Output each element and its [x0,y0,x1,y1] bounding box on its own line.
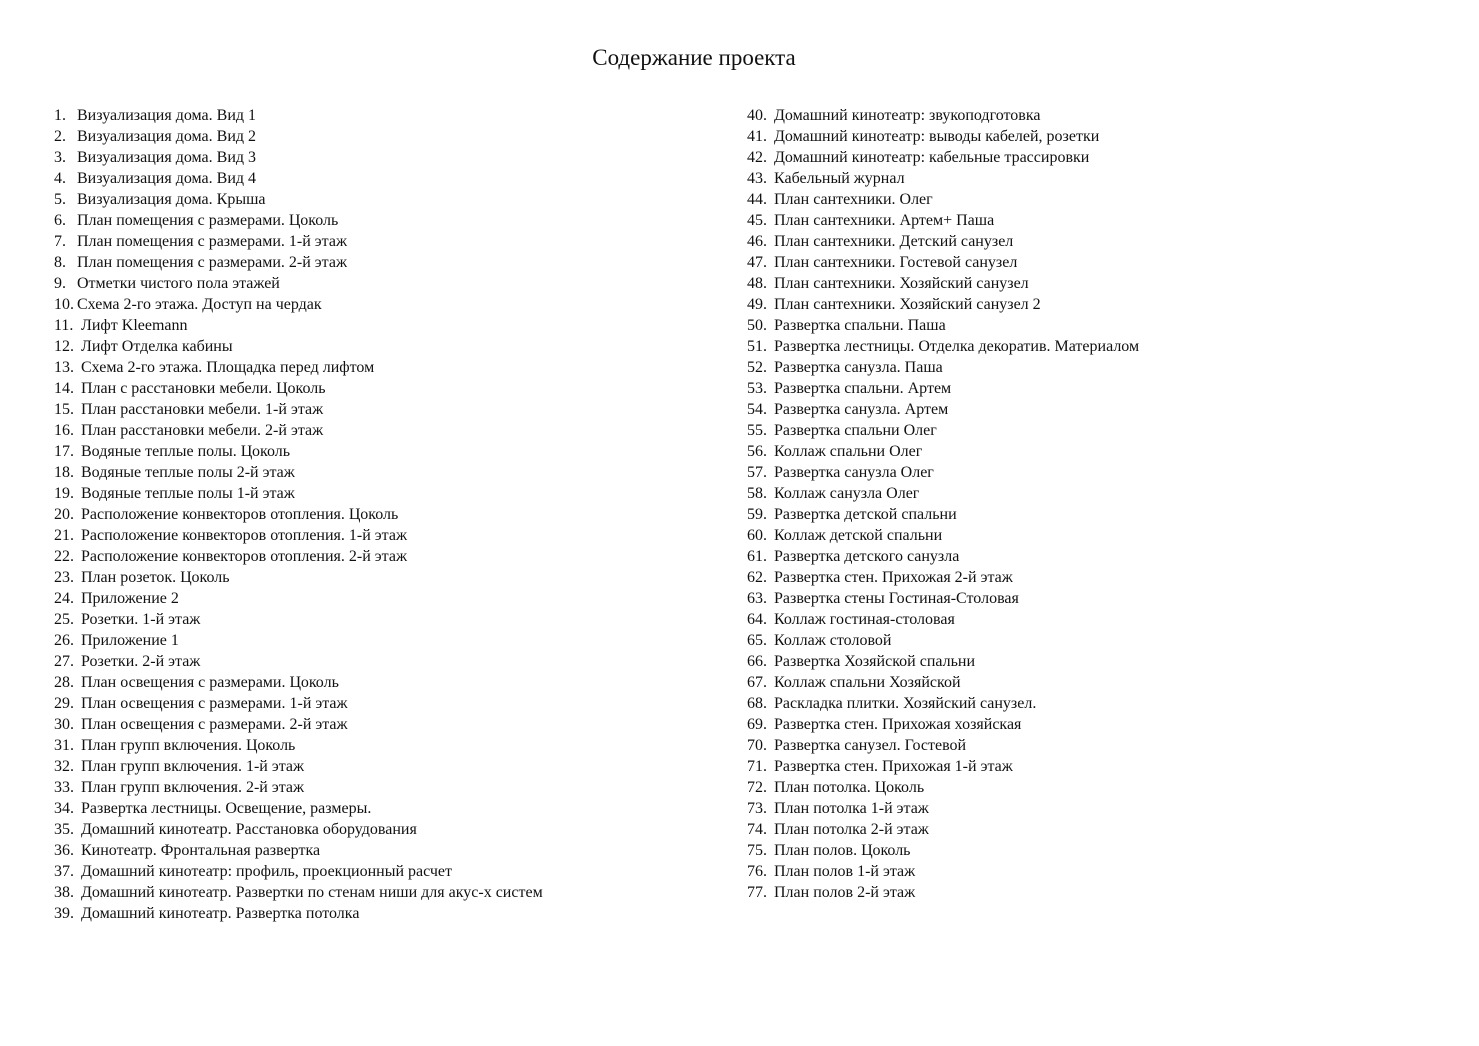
item-number: 56. [747,443,767,460]
item-number: 76. [747,863,767,880]
contents-item [54,693,694,714]
item-title: Розетки. 2-й этаж [81,653,201,670]
contents-item [54,798,694,819]
item-number: 40. [747,107,767,124]
item-title: Коллаж санузла Олег [774,485,920,502]
item-number: 8. [54,254,66,271]
item-title: Развертка стен. Прихожая хозяйская [774,716,1022,733]
item-number: 44. [747,191,767,208]
contents-item [54,819,694,840]
item-number: 72. [747,779,767,796]
item-number: 41. [747,128,767,145]
contents-item [747,147,1447,168]
contents-item [54,315,694,336]
item-title: Визуализация дома. Крыша [77,191,266,208]
contents-item [54,126,694,147]
item-title: Развертка спальни. Паша [774,317,946,334]
item-number: 28. [54,674,74,691]
contents-item [747,420,1447,441]
item-title: План полов. Цоколь [774,842,911,859]
item-number: 1. [54,107,66,124]
item-title: Коллаж гостиная-столовая [774,611,955,628]
item-title: Домашний кинотеатр: профиль, проекционный расчет [81,863,453,880]
item-title: Развертка стен. Прихожая 1-й этаж [774,758,1013,775]
item-number: 50. [747,317,767,334]
item-title: Приложение 2 [81,590,179,607]
contents-item [54,210,694,231]
item-number: 45. [747,212,767,229]
item-number: 19. [54,485,74,502]
item-number: 7. [54,233,66,250]
item-number: 36. [54,842,74,859]
item-title: Приложение 1 [81,632,179,649]
item-title: План полов 2-й этаж [774,884,916,901]
contents-item [54,567,694,588]
item-title: План потолка. Цоколь [774,779,925,796]
item-title: Кабельный журнал [774,170,905,187]
contents-item [54,231,694,252]
contents-item [54,189,694,210]
item-number: 13. [54,359,74,376]
item-number: 6. [54,212,66,229]
item-title: Развертка спальни Олег [774,422,937,439]
contents-item [54,672,694,693]
item-title: Домашний кинотеатр: выводы кабелей, розетки [774,128,1100,145]
item-title: Водяные теплые полы 2-й этаж [81,464,295,481]
item-title: Развертка Хозяйской спальни [774,653,976,670]
contents-item [747,525,1447,546]
item-title: Домашний кинотеатр: звукоподготовка [774,107,1041,124]
item-title: Схема 2-го этажа. Площадка перед лифтом [81,359,375,376]
item-title: План сантехники. Олег [774,191,933,208]
item-number: 26. [54,632,74,649]
item-number: 51. [747,338,767,355]
item-title: План освещения с размерами. Цоколь [81,674,339,691]
contents-item [747,252,1447,273]
item-title: Развертка лестницы. Освещение, размеры. [81,800,372,817]
contents-item [54,630,694,651]
item-title: Развертка детского санузла [774,548,960,565]
contents-item [747,777,1447,798]
item-title: Визуализация дома. Вид 2 [77,128,257,145]
contents-item [54,609,694,630]
item-number: 65. [747,632,767,649]
contents-item [747,357,1447,378]
contents-item [747,399,1447,420]
contents-item [747,462,1447,483]
contents-item [54,777,694,798]
item-title: Расположение конвекторов отопления. 2-й этаж [81,548,407,565]
item-number: 70. [747,737,767,754]
contents-item [54,105,694,126]
item-title: Отметки чистого пола этажей [77,275,280,292]
item-title: Развертка санузла Олег [774,464,934,481]
contents-item [747,504,1447,525]
contents-item [54,504,694,525]
item-title: План сантехники. Артем+ Паша [774,212,995,229]
item-title: План групп включения. 1-й этаж [81,758,305,775]
contents-item [747,210,1447,231]
item-title: Коллаж столовой [774,632,892,649]
contents-item [747,273,1447,294]
contents-item [747,378,1447,399]
contents-item [54,735,694,756]
item-title: План расстановки мебели. 2-й этаж [81,422,324,439]
item-number: 37. [54,863,74,880]
item-title: Развертка стен. Прихожая 2-й этаж [774,569,1013,586]
contents-item [747,588,1447,609]
item-title: План групп включения. Цоколь [81,737,296,754]
item-number: 25. [54,611,74,628]
item-number: 43. [747,170,767,187]
item-number: 73. [747,800,767,817]
item-title: План помещения с размерами. 2-й этаж [77,254,348,271]
item-number: 34. [54,800,74,817]
contents-item [747,168,1447,189]
item-title: Коллаж спальни Хозяйской [774,674,961,691]
contents-item [747,693,1447,714]
contents-item [747,735,1447,756]
contents-item [54,399,694,420]
item-title: План помещения с размерами. 1-й этаж [77,233,348,250]
item-title: Водяные теплые полы. Цоколь [81,443,291,460]
contents-item [54,378,694,399]
item-title: Домашний кинотеатр. Развертки по стенам ниши для акус-х систем [81,884,543,901]
item-number: 67. [747,674,767,691]
contents-item [747,189,1447,210]
item-title: План сантехники. Хозяйский санузел [774,275,1029,292]
contents-item [747,609,1447,630]
item-number: 31. [54,737,74,754]
contents-item [54,714,694,735]
item-number: 52. [747,359,767,376]
item-number: 11. [54,317,74,334]
item-title: Расположение конвекторов отопления. Цоколь [81,506,399,523]
item-number: 4. [54,170,66,187]
item-number: 55. [747,422,767,439]
item-number: 47. [747,254,767,271]
item-title: План потолка 2-й этаж [774,821,929,838]
contents-item [54,294,694,315]
contents-item [747,483,1447,504]
contents-list-right [747,105,1447,903]
item-number: 12. [54,338,74,355]
contents-item [747,630,1447,651]
item-number: 75. [747,842,767,859]
contents-item [54,756,694,777]
item-title: Домашний кинотеатр. Развертка потолка [81,905,360,922]
item-number: 68. [747,695,767,712]
item-number: 35. [54,821,74,838]
contents-item [54,252,694,273]
item-title: Домашний кинотеатр. Расстановка оборудования [81,821,417,838]
item-title: Развертка санузел. Гостевой [774,737,967,754]
item-title: План с расстановки мебели. Цоколь [81,380,326,397]
item-number: 5. [54,191,66,208]
contents-item [747,756,1447,777]
page-title: Содержание проекта [592,45,796,70]
contents-item [54,147,694,168]
item-number: 16. [54,422,74,439]
item-title: Развертка детской спальни [774,506,957,523]
item-number: 58. [747,485,767,502]
item-number: 23. [54,569,74,586]
item-number: 3. [54,149,66,166]
item-number: 59. [747,506,767,523]
contents-item [747,546,1447,567]
contents-item [54,336,694,357]
item-title: Развертка стены Гостиная-Столовая [774,590,1019,607]
item-title: Лифт Отделка кабины [81,338,233,355]
item-title: План сантехники. Хозяйский санузел 2 [774,296,1041,313]
item-number: 29. [54,695,74,712]
contents-item [54,357,694,378]
item-title: План сантехники. Детский санузел [774,233,1014,250]
item-title: Развертка санузла. Артем [774,401,949,418]
contents-item [54,546,694,567]
item-title: Раскладка плитки. Хозяйский санузел. [774,695,1037,712]
contents-item [747,336,1447,357]
item-number: 54. [747,401,767,418]
contents-item [747,714,1447,735]
item-number: 24. [54,590,74,607]
item-title: План освещения с размерами. 2-й этаж [81,716,348,733]
contents-item [54,273,694,294]
item-title: Лифт Kleemann [81,317,188,334]
contents-item [54,840,694,861]
item-number: 74. [747,821,767,838]
contents-item [747,840,1447,861]
contents-item [747,798,1447,819]
contents-item [54,651,694,672]
item-number: 17. [54,443,74,460]
item-number: 27. [54,653,74,670]
item-title: Водяные теплые полы 1-й этаж [81,485,295,502]
contents-item [54,861,694,882]
contents-list-left [54,105,694,924]
item-number: 66. [747,653,767,670]
item-number: 61. [747,548,767,565]
item-number: 33. [54,779,74,796]
contents-item [747,231,1447,252]
item-title: Развертка спальни. Артем [774,380,952,397]
item-number: 64. [747,611,767,628]
item-title: Схема 2-го этажа. Доступ на чердак [77,296,322,313]
item-number: 15. [54,401,74,418]
contents-item [54,168,694,189]
contents-item [747,651,1447,672]
item-number: 49. [747,296,767,313]
item-title: План потолка 1-й этаж [774,800,929,817]
item-title: План расстановки мебели. 1-й этаж [81,401,324,418]
item-title: Развертка санузла. Паша [774,359,943,376]
item-title: План помещения с размерами. Цоколь [77,212,339,229]
contents-item [747,294,1447,315]
item-number: 42. [747,149,767,166]
item-number: 57. [747,464,767,481]
item-title: Домашний кинотеатр: кабельные трассировки [774,149,1090,166]
item-title: Развертка лестницы. Отделка декоратив. Материалом [774,338,1140,355]
contents-item [54,525,694,546]
item-number: 62. [747,569,767,586]
contents-item [54,441,694,462]
item-title: Розетки. 1-й этаж [81,611,201,628]
item-number: 39. [54,905,74,922]
item-title: План освещения с размерами. 1-й этаж [81,695,348,712]
item-number: 9. [54,275,66,292]
contents-item [747,105,1447,126]
item-title: Коллаж детской спальни [774,527,943,544]
item-title: Коллаж спальни Олег [774,443,923,460]
contents-item [54,420,694,441]
item-number: 69. [747,716,767,733]
contents-item [747,861,1447,882]
contents-item [747,315,1447,336]
item-title: Визуализация дома. Вид 4 [77,170,257,187]
contents-item [747,672,1447,693]
contents-item [54,903,694,924]
contents-item [54,882,694,903]
item-number: 18. [54,464,74,481]
item-number: 46. [747,233,767,250]
item-title: План полов 1-й этаж [774,863,916,880]
item-title: Расположение конвекторов отопления. 1-й этаж [81,527,407,544]
item-number: 30. [54,716,74,733]
contents-item [54,483,694,504]
item-title: Визуализация дома. Вид 3 [77,149,257,166]
item-title: Визуализация дома. Вид 1 [77,107,257,124]
item-number: 22. [54,548,74,565]
item-title: Кинотеатр. Фронтальная развертка [81,842,321,859]
item-number: 14. [54,380,74,397]
item-number: 38. [54,884,74,901]
contents-item [747,126,1447,147]
item-title: План групп включения. 2-й этаж [81,779,305,796]
contents-item [54,462,694,483]
item-number: 77. [747,884,767,901]
item-number: 21. [54,527,74,544]
item-number: 10. [54,296,74,313]
contents-item [54,588,694,609]
contents-item [747,882,1447,903]
item-title: План розеток. Цоколь [81,569,230,586]
item-number: 53. [747,380,767,397]
item-title: План сантехники. Гостевой санузел [774,254,1018,271]
item-number: 32. [54,758,74,775]
item-number: 60. [747,527,767,544]
contents-item [747,567,1447,588]
item-number: 48. [747,275,767,292]
contents-item [747,819,1447,840]
item-number: 20. [54,506,74,523]
item-number: 2. [54,128,66,145]
item-number: 71. [747,758,767,775]
item-number: 63. [747,590,767,607]
contents-item [747,441,1447,462]
